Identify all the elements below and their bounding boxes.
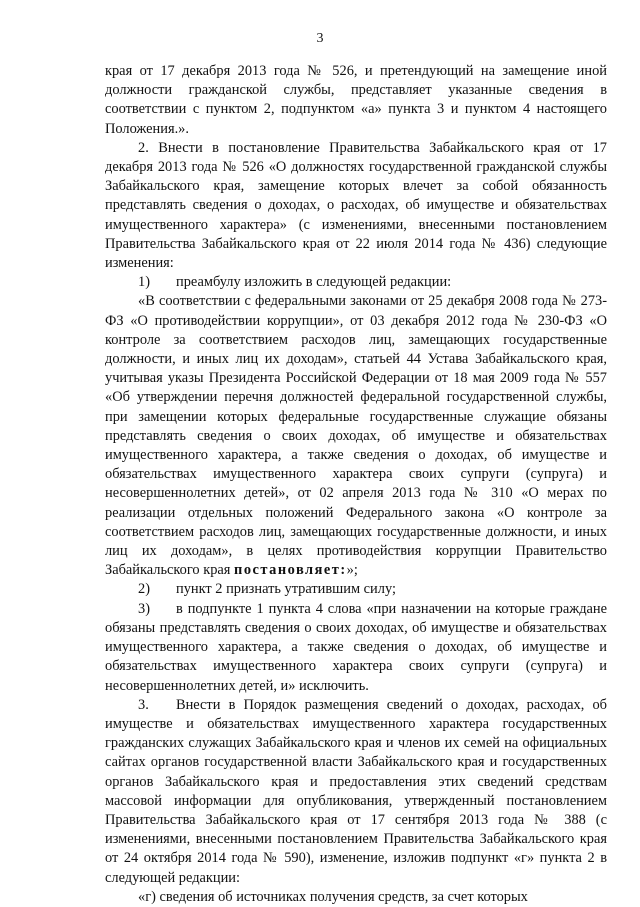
list-item-3-number: 3) (138, 600, 150, 617)
paragraph-2: 2. Внести в постановление Правительства Забайкальского края от 17 декабря 2013 года № 526 «О должностях государственной гражданской службы Забайкальского края, замещение которых влечет за собой обязанность представлять сведения о доходах, о расходах, об имуществе и обязательствах имущественного характера» (с изменениями, внесенными постановлением Правительства Забайкальского края от 22 июля 2014 года № 436) следующие изменения: (105, 139, 607, 272)
document-body (105, 62, 607, 907)
list-item-1-text: преамбулу изложить в следующей редакции: (176, 274, 452, 291)
paragraph-last: «г) сведения об источниках получения средств, за счет которых (138, 888, 528, 905)
list-item-3-text: в подпункте 1 пункта 4 слова «при назначении на которые граждане обязаны представлять сведения о своих доходах, об имуществе и обязательствах имущественного характера, а также сведения о доходах, об имуществе и обязательствах имущественного характера своих супруги (супруга) и несовершеннолетних детей, и» исключить. (105, 600, 607, 694)
paragraph-3-text: Внести в Порядок размещения сведений о доходах, расходах, об имуществе и обязательствах имущественного характера государственных гражданских служащих Забайкальского края и членов их семей на официальных сайтах органов государственной власти Забайкальского края и государственных органов Забайкальского края и предоставления этих сведений средствам массовой информации для опубликования, утвержденный постановлением Правительства Забайкальского края от 17 сентября 2013 года № 388 (с изменениями, внесенными постановлением Правительства Забайкальского края от 24 октября 2014 года № 590), изменение, изложив подпункт «г» пункта 2 в следующей редакции: (105, 696, 607, 886)
list-item-1-number: 1) (138, 274, 150, 291)
paragraph-3 (105, 696, 607, 888)
list-item-1 (105, 273, 607, 292)
list-item-2-text: пункт 2 признать утратившим силу; (176, 581, 396, 598)
preamble-end: »; (346, 562, 358, 579)
preamble-paragraph (105, 292, 607, 580)
list-item-3 (105, 600, 607, 696)
list-item-2-number: 2) (138, 581, 150, 598)
preamble-decree-word: постановляет: (234, 562, 347, 579)
paragraph-continuation: края от 17 декабря 2013 года № 526, и претендующий на замещение иной должности гражданской службы, представляет указанные сведения в соответствии с пунктом 2, подпунктом «а» пункта 3 и пунктом 4 настоящего Положения.». (105, 63, 607, 137)
paragraph-3-number: 3. (138, 696, 149, 713)
page-number: 3 (316, 31, 324, 46)
list-item-2 (105, 580, 607, 599)
preamble-text: «В соответствии с федеральными законами от 25 декабря 2008 года № 273-ФЗ «О противодействии коррупции», от 03 декабря 2012 года № 230-ФЗ «О контроле за соответствием расходов лиц, замещающих государственные должности, и иных лиц их доходам», статьей 44 Устава Забайкальского края, учитывая указы Президента Российской Федерации от 18 мая 2009 года № 557 «Об утверждении перечня должностей федеральной государственной службы, при замещении которых федеральные государственные служащие обязаны представлять сведения о своих доходах, об имуществе и обязательствах имущественного характера, а также сведения о доходах, об имуществе и обязательствах имущественного характера своих супруги (супруга) и несовершеннолетних детей», от 02 апреля 2013 года № 310 «О мерах по реализации отдельных положений Федерального закона «О контроле за соответствием расходов лиц, замещающих государственные должности, и иных лиц их доходам», в целях противодействия коррупции Правительство Забайкальского края (105, 293, 607, 579)
